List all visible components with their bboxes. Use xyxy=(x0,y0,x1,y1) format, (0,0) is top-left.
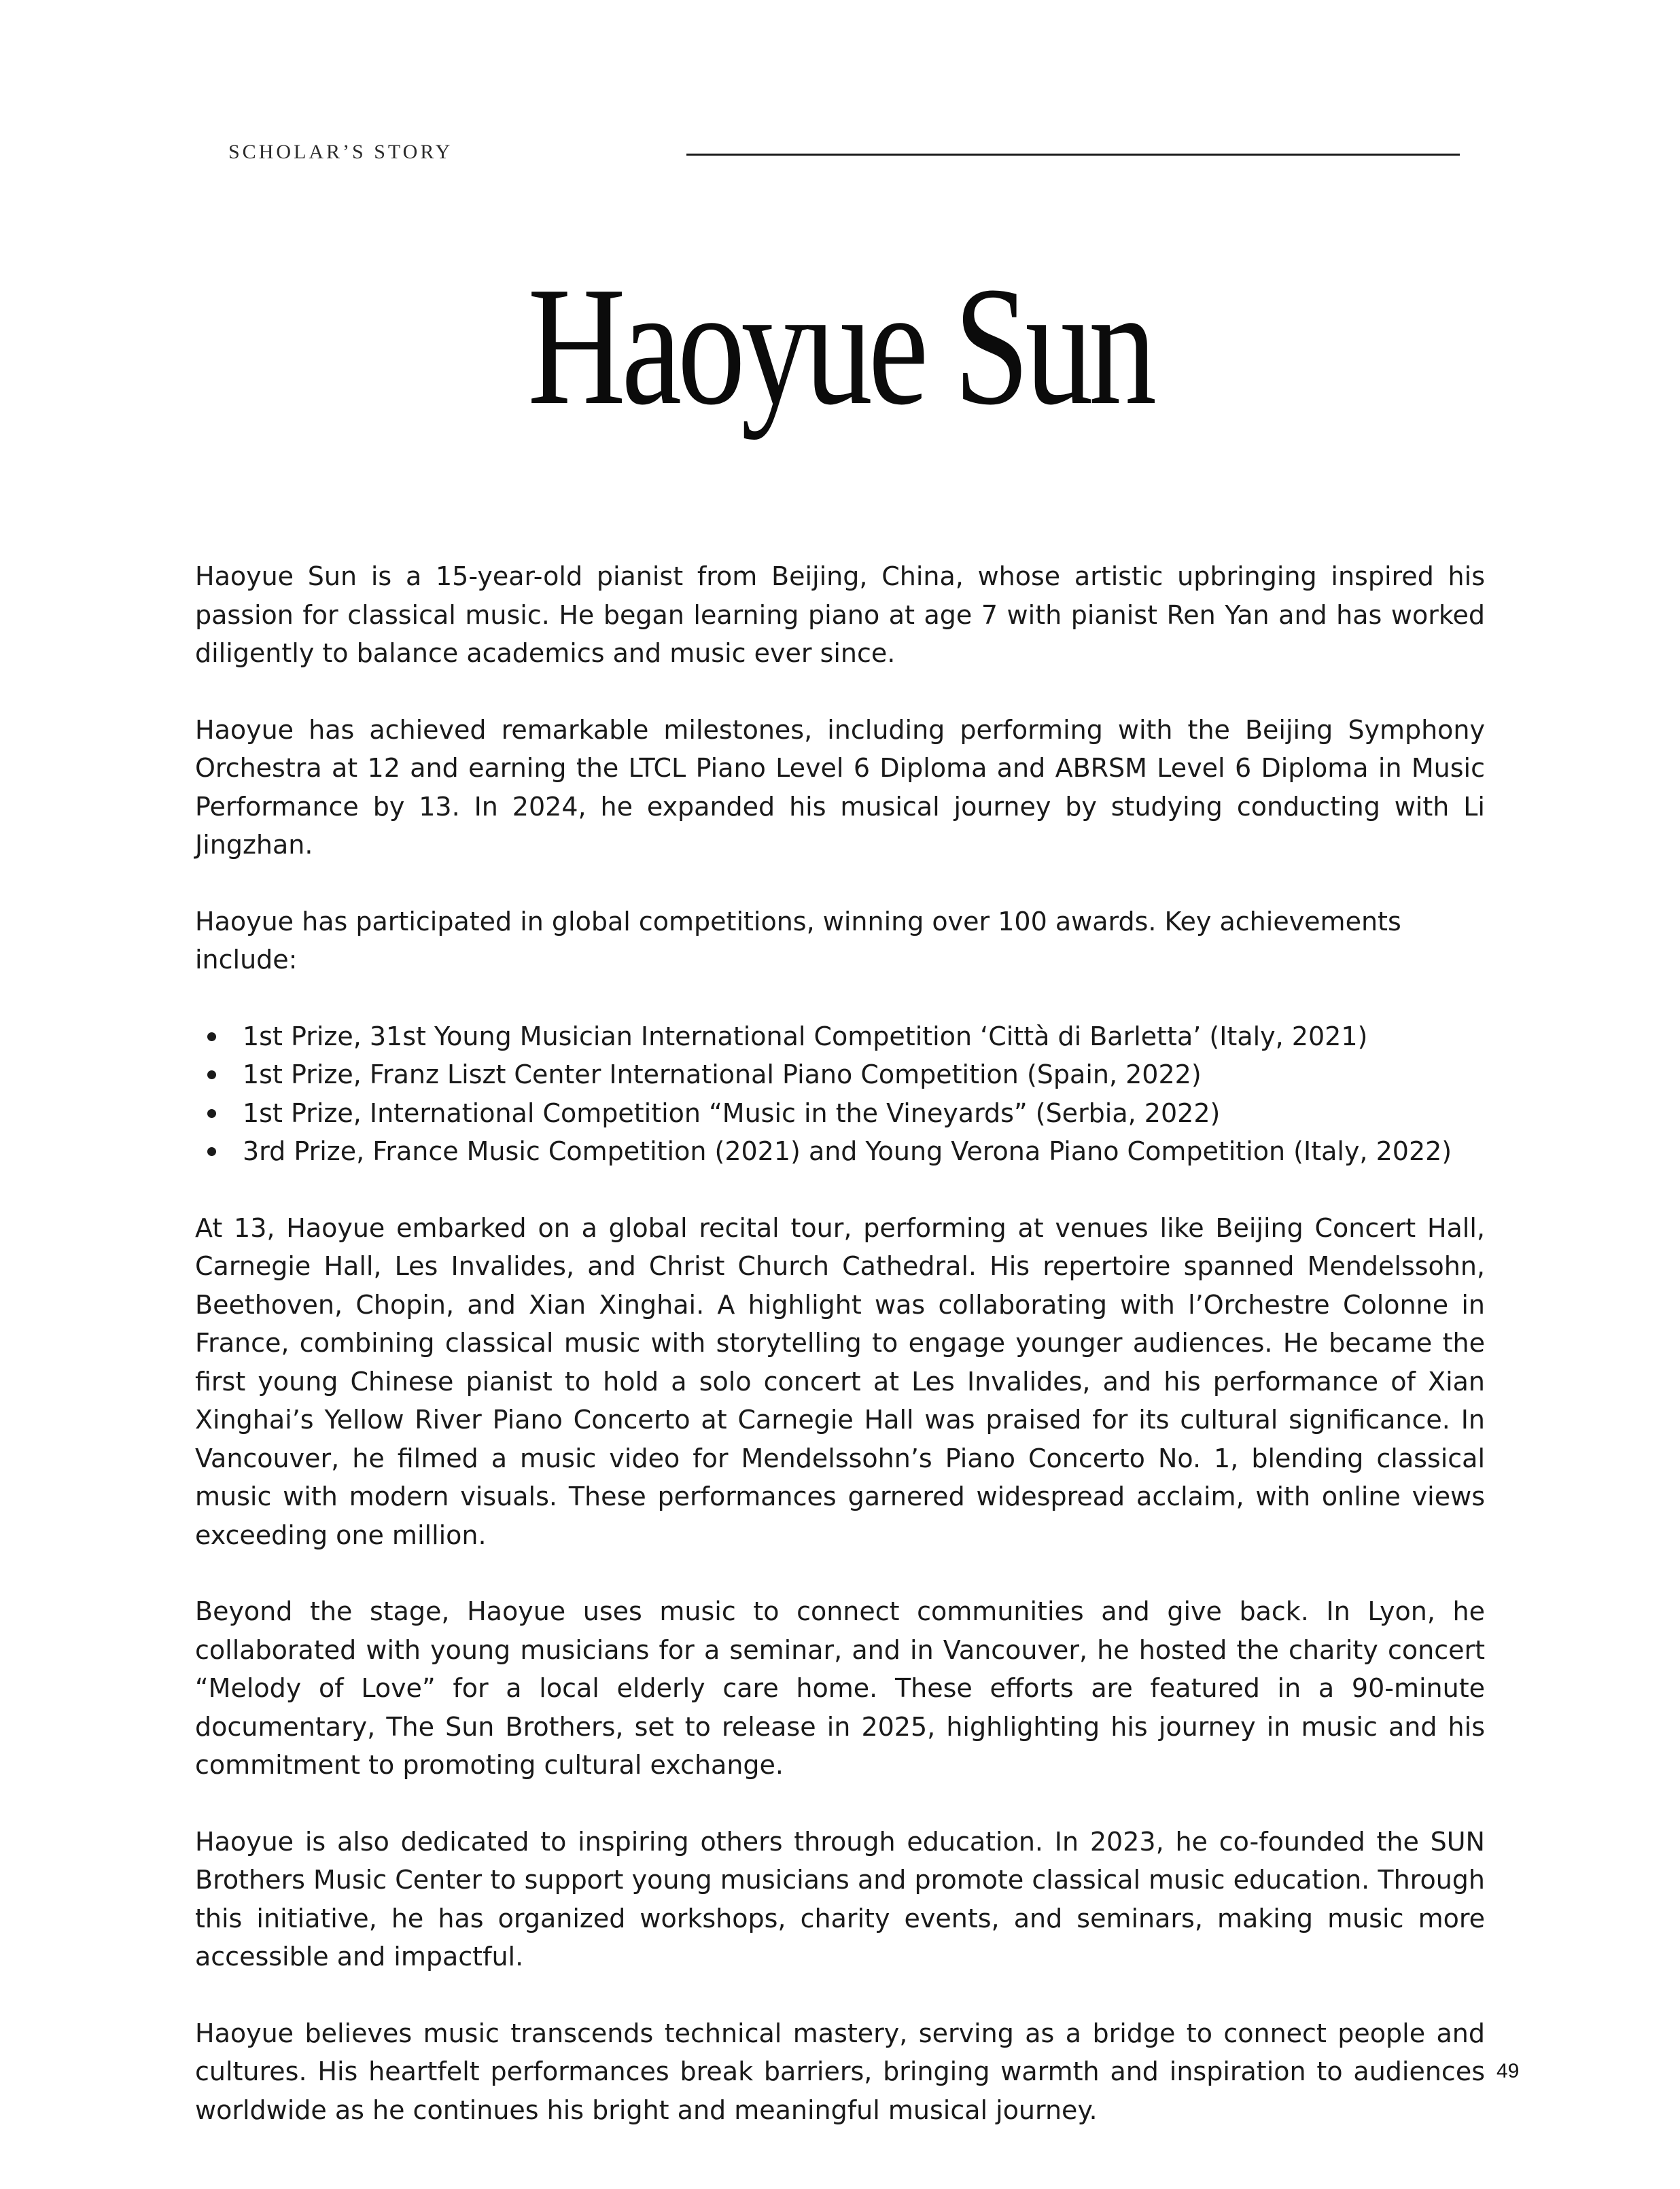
page-title: Haoyue Sun xyxy=(527,252,1153,440)
paragraph-milestones: Haoyue has achieved remarkable milestones, including performing with the Beijing Symphony Orchestra at 12 and earning the LTCL Piano Level 6 Diploma and ABRSM Level 6 Diploma in Music Performance by 13. In 2024, he expanded his musical journey by studying conducting with Li Jingzhan. xyxy=(195,714,1485,860)
page-number: 49 xyxy=(1497,2060,1520,2082)
article-body xyxy=(195,557,1485,2167)
list-item: 1st Prize, International Competition “Music in the Vineyards” (Serbia, 2022) xyxy=(195,1094,1485,1133)
paragraph-intro: Haoyue Sun is a 15-year-old pianist from Beijing, China, whose artistic upbringing inspired his passion for classical music. He began learning piano at age 7 with pianist Ren Yan and has worked diligently to balance academics and music ever since. xyxy=(195,561,1485,668)
achievements-list xyxy=(195,1017,1485,1171)
list-item: 1st Prize, Franz Liszt Center International Piano Competition (Spain, 2022) xyxy=(195,1055,1485,1094)
header-divider xyxy=(686,154,1460,156)
paragraph-closing: Haoyue believes music transcends technical mastery, serving as a bridge to connect people and cultures. His heartfelt performances break barriers, bringing warmth and inspiration to audiences worldwide as he continues his bright and meaningful musical journey. xyxy=(195,2018,1485,2125)
paragraph-community: Beyond the stage, Haoyue uses music to connect communities and give back. In Lyon, he collaborated with young musicians for a seminar, and in Vancouver, he hosted the charity concert “Melody of Love” for a local elderly care home. These efforts are featured in a 90-minute documentary, The Sun Brothers, set to release in 2025, highlighting his journey in music and his commitment to promoting cultural exchange. xyxy=(195,1596,1485,1780)
paragraph-recital-tour: At 13, Haoyue embarked on a global recital tour, performing at venues like Beijing Concert Hall, Carnegie Hall, Les Invalides, and Christ Church Cathedral. His repertoire spanned Mendelssohn, Beethoven, Chopin, and Xian Xinghai. A highlight was collaborating with l’Orchestre Colonne in France, combining classical music with storytelling to engage younger audiences. He became the first young Chinese pianist to hold a solo concert at Les Invalides, and his performance of Xian Xinghai’s Yellow River Piano Concerto at Carnegie Hall was praised for its cultural significance. In Vancouver, he filmed a music video for Mendelssohn’s Piano Concerto No. 1, blending classical music with modern visuals. These performances garnered widespread acclaim, with online views exceeding one million. xyxy=(195,1212,1485,1550)
paragraph-competitions-intro: Haoyue has participated in global competitions, winning over 100 awards. Key achievements include: xyxy=(195,906,1401,975)
paragraph-education: Haoyue is also dedicated to inspiring others through education. In 2023, he co-founded the SUN Brothers Music Center to support young musicians and promote classical music education. Through this initiative, he has organized workshops, charity events, and seminars, making music more accessible and impactful. xyxy=(195,1826,1485,1972)
section-label: SCHOLAR’S STORY xyxy=(228,141,453,163)
list-item: 1st Prize, 31st Young Musician International Competition ‘Città di Barletta’ (Italy, 2021) xyxy=(195,1017,1485,1056)
list-item: 3rd Prize, France Music Competition (2021) and Young Verona Piano Competition (Italy, 2022) xyxy=(195,1132,1485,1171)
